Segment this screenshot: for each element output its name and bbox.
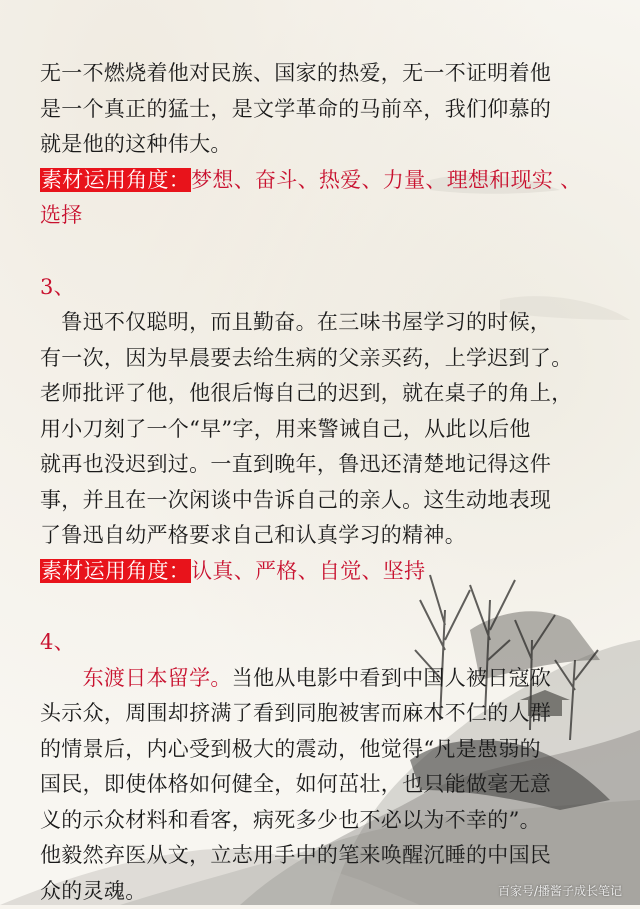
section-number: 4、 [40,625,610,661]
paragraph-line: 用小刀刻了一个“早”字，用来警诫自己，从此以后他 [40,412,610,448]
paragraph-line: 头示众，周围却挤满了看到同胞被害而麻木不仁的人群 [40,696,610,732]
paragraph-line: 事，并且在一次闲谈中告诉自己的亲人。这生动地表现 [40,483,610,519]
material-angle-keywords: 梦想、奋斗、热爱、力量、理想和现实 、 [191,168,581,192]
watermark: 百家号/播酱子成长笔记 [498,882,622,899]
paragraph-line: 老师批评了他，他很后悔自己的迟到，就在桌子的角上， [40,376,610,412]
paragraph-line [40,661,610,697]
paragraph-line: 了鲁迅自幼严格要求自己和认真学习的精神。 [40,518,610,554]
section-number: 3、 [40,270,610,306]
paragraph-line: 就再也没迟到过。一直到晚年，鲁迅还清楚地记得这件 [40,447,610,483]
material-angle-row [40,554,610,590]
paragraph-text: 当他从电影中看到中国人被日寇砍 [232,666,552,690]
material-angle-row [40,163,610,199]
material-angle-keywords-continued: 选择 [40,198,610,234]
paragraph-line: 鲁迅不仅聪明，而且勤奋。在三味书屋学习的时候， [40,305,610,341]
paragraph-line: 的情景后，内心受到极大的震动，他觉得“凡是愚弱的 [40,732,610,768]
indent [40,666,83,690]
paragraph-line: 义的示众材料和看客，病死多少也不必以为不幸的”。 [40,803,610,839]
material-angle-label: 素材运用角度： [40,168,191,192]
paragraph-line: 国民，即使体格如何健全，如何茁壮，也只能做毫无意 [40,767,610,803]
paragraph-line: 他毅然弃医从文，立志用手中的笔来唤醒沉睡的中国民 [40,838,610,874]
paragraph-line: 是一个真正的猛士，是文学革命的马前卒，我们仰慕的 [40,92,610,128]
article-content [40,56,610,909]
material-angle-label: 素材运用角度： [40,559,191,583]
paragraph-line: 众的灵魂。 [40,874,610,909]
paragraph-line: 无一不燃烧着他对民族、国家的热爱，无一不证明着他 [40,56,610,92]
paragraph-line: 有一次，因为早晨要去给生病的父亲买药，上学迟到了。 [40,341,610,377]
material-angle-keywords: 认真、严格、自觉、坚持 [191,559,425,583]
paragraph-line: 就是他的这种伟大。 [40,127,610,163]
highlight-phrase: 东渡日本留学。 [83,666,232,690]
